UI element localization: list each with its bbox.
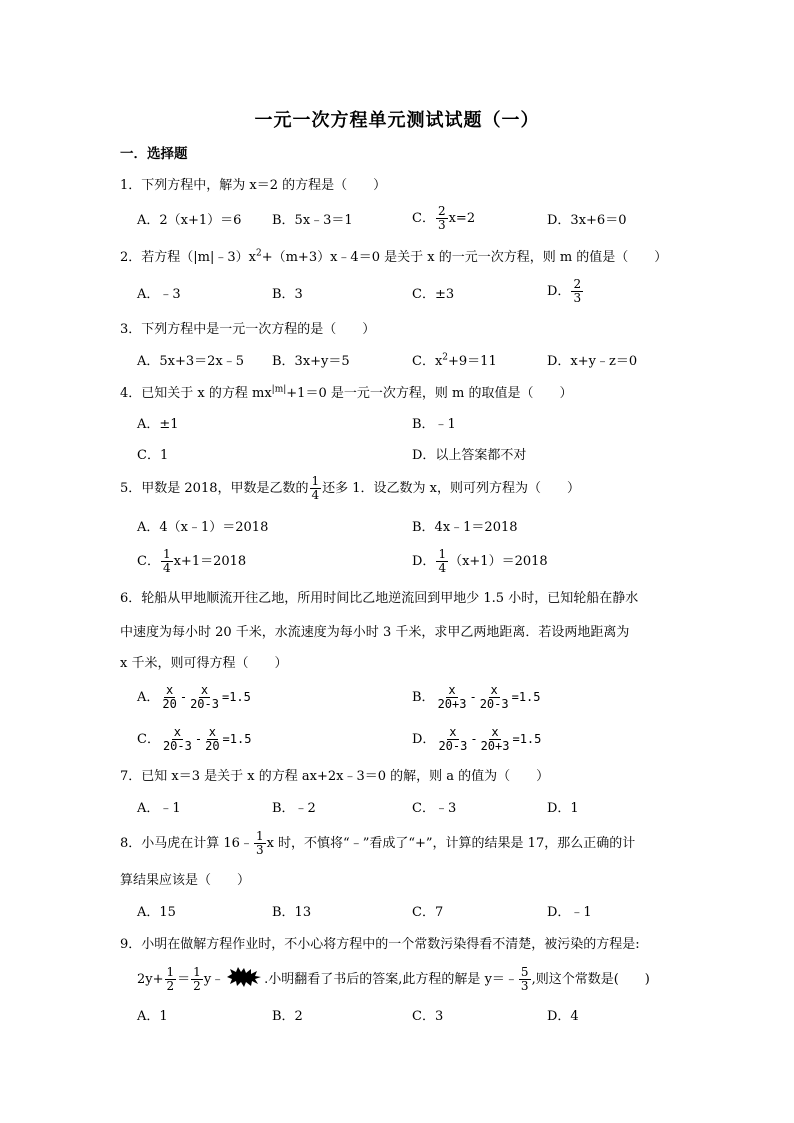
q6-a-frac2 (188, 684, 221, 711)
q3-c-a: C．x (412, 354, 443, 369)
q6-c-label: C． (137, 732, 160, 747)
q5-stem-fraction (310, 475, 322, 502)
q6-d-frac2 (479, 726, 512, 753)
q2-d-fraction (571, 278, 583, 305)
q2-option-c: C．±3 (412, 287, 455, 302)
q8-option-d: D．﹣1 (547, 905, 592, 920)
q2-option-a: A．﹣3 (137, 287, 181, 302)
q4-stem-sup: |m| (271, 384, 287, 395)
q1-c-label: C． (412, 211, 435, 226)
q8-fraction (254, 830, 266, 857)
q7-option-d: D．1 (547, 801, 579, 816)
q5-stem-den: 4 (311, 488, 320, 502)
q2-d-label: D． (547, 284, 571, 299)
q5-stem (120, 475, 580, 502)
q3-option-d: D．x+y﹣z＝0 (547, 354, 638, 369)
q9-frac-2 (191, 966, 203, 993)
q6-a-frac1 (160, 684, 178, 711)
q6-b-d2: 20-3 (479, 697, 509, 711)
q2-option-b: B．3 (272, 287, 303, 302)
q8-num: 1 (255, 829, 264, 843)
q9-option-b: B．2 (272, 1009, 303, 1024)
q8-option-c: C．7 (412, 905, 444, 920)
q6-c-n2: x (208, 725, 216, 739)
q8-line-2: 算结果应该是（ ） (120, 873, 251, 888)
q3-c-sup: 2 (442, 352, 449, 363)
q9-d2: 2 (193, 979, 201, 993)
q6-d-d2: 20+3 (480, 739, 510, 753)
q6-d-n2: x (491, 725, 499, 739)
q6-a-d2: 20-3 (190, 697, 219, 711)
q4-stem-a: 4．已知关于 x 的方程 mx (120, 386, 272, 401)
q9-frac-1 (165, 966, 177, 993)
q6-a-rhs: =1.5 (221, 690, 251, 704)
q5-stem-a: 5．甲数是 2018，甲数是乙数的 (120, 481, 309, 496)
q5-d-rest: （x+1）＝2018 (449, 554, 548, 569)
q9-end: ,则这个常数是( ) (531, 972, 650, 987)
page-title: 一元一次方程单元测试试题（一） (254, 110, 540, 131)
section-heading: 一．选择题 (120, 146, 188, 162)
q2-stem-b: +（m+3）x﹣4＝0 是关于 x 的一元一次方程，则 m 的值是（ ） (261, 250, 668, 265)
q6-d-d1: 20-3 (438, 739, 468, 753)
q6-c-d2: 20 (205, 739, 220, 753)
q9-option-a: A．1 (137, 1009, 168, 1024)
q1-option-c (412, 205, 475, 232)
q9-mid: .小明翻看了书后的答案,此方程的解是 y＝﹣ (264, 972, 518, 987)
q6-a-op: - (179, 690, 188, 704)
q4-option-b: B．﹣1 (412, 417, 456, 432)
q5-d-den: 4 (438, 561, 447, 575)
q9-n1: 1 (166, 965, 175, 979)
q4-stem (120, 385, 572, 403)
q4-option-c: C．1 (137, 448, 169, 463)
q8-option-b: B．13 (272, 905, 312, 920)
q5-stem-num: 1 (311, 474, 320, 488)
q6-line-3: x 千米，则可得方程（ ） (120, 656, 288, 671)
q5-option-d (412, 548, 548, 575)
q6-option-d (412, 726, 541, 753)
q5-c-den: 4 (162, 561, 171, 575)
q6-line-1: 6．轮船从甲地顺流开往乙地，所用时间比乙地逆流回到甲地少 1.5 小时，已知轮船在静水 (120, 591, 639, 606)
q9-eq-a: 2y+ (137, 972, 164, 987)
q6-a-d1: 20 (162, 697, 177, 711)
q6-option-a (137, 684, 251, 711)
q1-option-d: D．3x+6＝0 (547, 213, 627, 228)
q9-d1: 2 (166, 979, 175, 993)
q6-a-label: A． (137, 690, 160, 705)
q5-c-num: 1 (162, 547, 171, 561)
q6-b-d1: 20+3 (437, 697, 467, 711)
q9-option-c: C．3 (412, 1009, 444, 1024)
q6-option-b (412, 684, 541, 711)
q8-line-1-a: 8．小马虎在计算 16﹣ (120, 836, 253, 851)
q3-c-b: +9＝11 (448, 354, 497, 369)
q3-option-b: B．3x+y＝5 (272, 354, 350, 369)
q9-line-1: 9．小明在做解方程作业时，不小心将方程中的一个常数污染得看不清楚，被污染的方程是: (120, 937, 640, 952)
q9-line-2 (137, 966, 650, 993)
q2-d-num: 2 (573, 277, 582, 291)
q6-b-n2: x (490, 683, 498, 697)
q5-option-a: A．4（x﹣1）＝2018 (137, 520, 269, 535)
q5-c-fraction (161, 548, 173, 575)
q8-option-a: A．15 (137, 905, 176, 920)
q3-option-c (412, 353, 497, 371)
q5-option-c (137, 548, 246, 575)
q6-c-frac1 (161, 726, 194, 753)
q5-c-rest: x+1＝2018 (173, 554, 247, 569)
q6-d-n1: x (449, 725, 457, 739)
q5-d-num: 1 (438, 547, 447, 561)
q2-stem-sup: 2 (255, 248, 262, 259)
q6-b-n1: x (448, 683, 456, 697)
q1-stem: 1．下列方程中，解为 x＝2 的方程是（ ） (120, 178, 387, 193)
q5-d-fraction (436, 548, 448, 575)
q8-line-1 (120, 830, 635, 857)
q6-d-op: - (470, 732, 478, 746)
q1-c-rest: x=2 (448, 211, 476, 226)
q6-d-frac1 (436, 726, 469, 753)
q5-d-label: D． (412, 554, 436, 569)
q9-n3: 5 (520, 965, 529, 979)
q9-d3: 3 (520, 979, 529, 993)
q2-stem-a: 2．若方程（|m|﹣3）x (120, 250, 256, 265)
q4-option-a: A．±1 (137, 417, 179, 432)
q4-stem-b: +1＝0 是一元一次方程，则 m 的取值是（ ） (286, 386, 573, 401)
q9-option-d: D．4 (547, 1009, 579, 1024)
q6-c-n1: x (173, 725, 182, 739)
q6-b-label: B． (412, 690, 435, 705)
q6-c-d1: 20-3 (162, 739, 192, 753)
q9-eq-c: y﹣ (203, 972, 225, 987)
q9-frac-3 (519, 966, 531, 993)
q8-line-1-b: x 时，不慎将“﹣”看成了“+”，计算的结果是 17，那么正确的计 (266, 836, 636, 851)
q6-b-rhs: =1.5 (511, 690, 541, 704)
q6-b-frac2 (478, 684, 511, 711)
q5-option-b: B．4x﹣1＝2018 (412, 520, 518, 535)
q4-option-d: D．以上答案都不对 (412, 448, 527, 463)
q1-c-fraction (436, 205, 448, 232)
q1-c-num: 2 (437, 204, 446, 218)
q6-line-2: 中速度为每小时 20 千米，水流速度为每小时 3 千米，求甲乙两地距离．若设两地距离为 (120, 625, 630, 640)
q1-option-a: A．2（x+1）＝6 (137, 213, 242, 228)
q1-option-b: B．5x﹣3＝1 (272, 213, 353, 228)
q5-c-label: C． (137, 554, 160, 569)
q7-option-b: B．﹣2 (272, 801, 316, 816)
q3-option-a: A．5x+3＝2x﹣5 (137, 354, 245, 369)
q6-d-rhs: =1.5 (512, 732, 542, 746)
q9-n2: 1 (193, 965, 201, 979)
q6-option-c (137, 726, 251, 753)
q6-c-rhs: =1.5 (222, 732, 252, 746)
ink-blot-icon (227, 967, 261, 993)
q6-a-n1: x (166, 683, 174, 697)
q2-option-d (547, 278, 584, 305)
q8-den: 3 (255, 843, 264, 857)
q6-c-frac2 (203, 726, 221, 753)
q9-eq-b: ＝ (177, 972, 191, 987)
q5-stem-b: 还多 1．设乙数为 x，则可列方程为（ ） (322, 481, 581, 496)
q3-stem: 3．下列方程中是一元一次方程的是（ ） (120, 322, 376, 337)
q7-stem: 7．已知 x＝3 是关于 x 的方程 ax+2x﹣3＝0 的解，则 a 的值为（ ） (120, 769, 550, 784)
q6-a-n2: x (200, 683, 209, 697)
q6-c-op: - (194, 732, 203, 746)
q6-b-op: - (469, 690, 477, 704)
q1-c-den: 3 (437, 218, 446, 232)
q6-d-label: D． (412, 732, 436, 747)
q2-d-den: 3 (573, 291, 582, 305)
q7-option-c: C．﹣3 (412, 801, 457, 816)
q7-option-a: A．﹣1 (137, 801, 181, 816)
q2-stem (120, 249, 667, 267)
q6-b-frac1 (436, 684, 469, 711)
